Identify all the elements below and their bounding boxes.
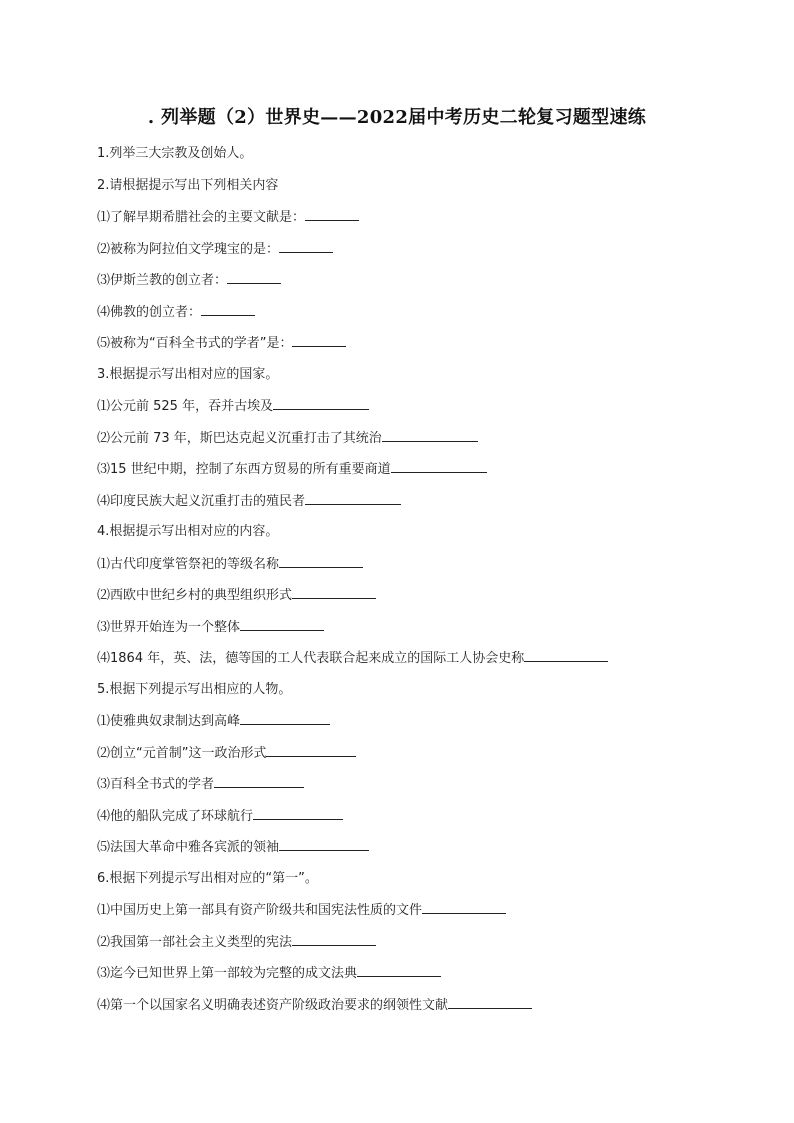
question-text: ⑶百科全书式的学者 — [97, 777, 215, 792]
question-item — [97, 994, 737, 1026]
question-item — [97, 773, 737, 805]
answer-blank[interactable] — [279, 553, 363, 568]
question-heading — [97, 175, 737, 207]
question-item — [97, 710, 737, 742]
question-item — [97, 553, 737, 585]
question-text: ⑷佛教的创立者： — [97, 304, 202, 320]
answer-blank[interactable] — [292, 332, 346, 347]
question-text: ⑴使雅典奴隶制达到高峰 — [97, 714, 241, 729]
question-text: ⑷印度民族大起义沉重打击的殖民者 — [97, 493, 306, 509]
answer-blank[interactable] — [292, 931, 376, 946]
question-item — [97, 427, 737, 459]
question-item — [97, 301, 737, 333]
answer-blank[interactable] — [201, 301, 255, 316]
question-text: ⑸被称为“百科全书式的学者”是： — [97, 336, 293, 351]
question-text: 6.根据下列提示写出相对应的“第一”。 — [97, 870, 318, 886]
question-item — [97, 584, 737, 616]
page-title: . 列举题（2）世界史——2022届中考历史二轮复习题型速练 — [147, 107, 647, 128]
question-heading — [97, 364, 737, 396]
question-item — [97, 647, 737, 679]
answer-blank[interactable] — [273, 395, 369, 410]
question-text: 1.列举三大宗教及创始人。 — [97, 146, 253, 161]
question-item — [97, 458, 737, 490]
question-text: ⑶伊斯兰教的创立者： — [97, 273, 228, 288]
answer-blank[interactable] — [279, 836, 369, 851]
question-text: ⑵公元前 73 年，斯巴达克起义沉重打击了其统治 — [97, 430, 382, 446]
answer-blank[interactable] — [266, 742, 356, 757]
question-item — [97, 395, 737, 427]
answer-blank[interactable] — [253, 805, 343, 820]
question-text: 4.根据提示写出相对应的内容。 — [97, 524, 279, 539]
question-heading — [97, 679, 737, 711]
answer-blank[interactable] — [305, 206, 359, 221]
question-item — [97, 616, 737, 648]
question-text: ⑴公元前 525 年，吞并古埃及 — [97, 399, 274, 414]
question-text: ⑵我国第一部社会主义类型的宪法 — [97, 934, 293, 950]
answer-blank[interactable] — [279, 238, 333, 253]
question-text: ⑸法国大革命中雅各宾派的领袖 — [97, 840, 280, 855]
question-text: ⑶15 世纪中期，控制了东西方贸易的所有重要商道 — [97, 462, 391, 477]
question-item — [97, 332, 737, 364]
answer-blank[interactable] — [292, 584, 376, 599]
question-item — [97, 836, 737, 868]
answer-blank[interactable] — [391, 458, 487, 473]
question-text: ⑷他的船队完成了环球航行 — [97, 808, 254, 824]
answer-blank[interactable] — [382, 427, 478, 442]
question-text: ⑷1864 年，英、法，德等国的工人代表联合起来成立的国际工人协会史称 — [97, 651, 525, 666]
answer-blank[interactable] — [524, 647, 608, 662]
answer-blank[interactable] — [227, 269, 281, 284]
question-heading — [97, 868, 737, 900]
question-text: ⑵西欧中世纪乡村的典型组织形式 — [97, 588, 293, 603]
answer-blank[interactable] — [357, 962, 441, 977]
question-text: ⑵创立“元首制”这一政治形式 — [97, 745, 267, 761]
answer-blank[interactable] — [240, 616, 324, 631]
question-list — [97, 143, 737, 1025]
question-text: 5.根据下列提示写出相应的人物。 — [97, 681, 292, 697]
question-item — [97, 931, 737, 963]
answer-blank[interactable] — [305, 490, 401, 505]
question-text: ⑶世界开始连为一个整体 — [97, 619, 241, 635]
answer-blank[interactable] — [422, 899, 506, 914]
answer-blank[interactable] — [240, 710, 330, 725]
question-item — [97, 899, 737, 931]
question-heading — [97, 521, 737, 553]
question-heading — [97, 143, 737, 175]
question-item — [97, 962, 737, 994]
question-text: 2.请根据提示写出下列相关内容 — [97, 177, 279, 193]
question-text: ⑷第一个以国家名义明确表述资产阶级政治要求的纲领性文献 — [97, 997, 449, 1013]
question-item — [97, 238, 737, 270]
answer-blank[interactable] — [214, 773, 304, 788]
question-item — [97, 742, 737, 774]
question-text: 3.根据提示写出相对应的国家。 — [97, 366, 279, 382]
question-item — [97, 490, 737, 522]
question-item — [97, 805, 737, 837]
question-text: ⑴中国历史上第一部具有资产阶级共和国宪法性质的文件 — [97, 903, 423, 918]
question-item — [97, 206, 737, 238]
question-text: ⑴了解早期希腊社会的主要文献是： — [97, 210, 306, 225]
question-text: ⑵被称为阿拉伯文学瑰宝的是： — [97, 241, 280, 257]
question-text: ⑴古代印度掌管祭祀的等级名称 — [97, 556, 280, 572]
question-item — [97, 269, 737, 301]
answer-blank[interactable] — [448, 994, 532, 1009]
question-text: ⑶迄今已知世界上第一部较为完整的成文法典 — [97, 966, 358, 981]
